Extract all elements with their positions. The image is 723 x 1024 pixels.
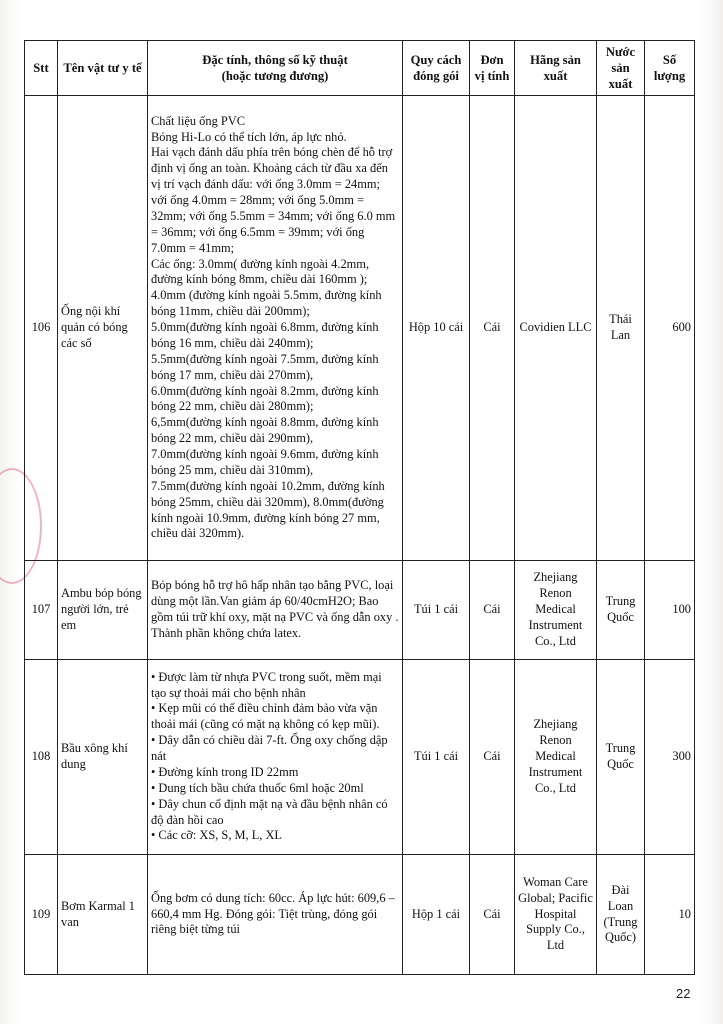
row-pack: Túi 1 cái	[403, 561, 470, 660]
header-pack	[403, 41, 470, 96]
spec-line: • Dây dẫn có chiều dài 7-ft. Ống oxy chống dập nát	[151, 733, 388, 764]
spec-line: 6.0mm(đường kính ngoài 8.2mm, đường kính bóng 22 mm, chiều dài 280mm);	[151, 383, 379, 414]
spec-line: Hai vạch đánh dấu phía trên bóng chèn để hỗ trợ định vị ống an toàn. Khoảng cách từ đầu xa đến vị trí vạch đánh dấu: với ống 3.0mm = 24mm; với ống 4.0mm = 28mm; với ống 5.0mm = 32mm; với ống 5.5mm = 34mm; với ống 6.0 mm = 36mm; với ống 6.5mm = 39mm; với ống 7.0mm = 41mm;	[151, 145, 396, 255]
row-maker: Zhejiang Renon Medical Instrument Co., Ltd	[515, 660, 597, 855]
row-origin: Trung Quốc	[597, 660, 645, 855]
row-unit: Cái	[470, 96, 515, 561]
spec-line: 7.5mm(đường kính ngoài 10.2mm, đường kính bóng 25mm, chiều dài 320mm), 8.0mm(đường kính ngoài 10.9mm, đường kính bóng 27 mm, chiều dài 320mm).	[151, 478, 385, 541]
row-name: Bơm Karmal 1 van	[58, 855, 148, 975]
table-row	[25, 855, 695, 975]
row-unit: Cái	[470, 855, 515, 975]
row-stt: 106	[25, 96, 58, 561]
spec-line: • Các cỡ: XS, S, M, L, XL	[151, 828, 283, 843]
row-pack: Túi 1 cái	[403, 660, 470, 855]
header-pack-line2: đóng gói	[413, 69, 459, 83]
spec-line: 6,5mm(đường kính ngoài 8.8mm, đường kính bóng 22 mm, chiều dài 290mm),	[151, 415, 379, 446]
row-qty: 300	[645, 660, 695, 855]
header-origin	[597, 41, 645, 96]
header-unit-line1: Đơn	[480, 52, 504, 67]
spec-line: Bóng Hi-Lo có thể tích lớn, áp lực nhỏ.	[151, 129, 347, 144]
row-spec	[148, 561, 403, 660]
header-maker-line2: xuất	[543, 69, 568, 83]
header-qty: Số lượng	[645, 41, 695, 96]
table-row	[25, 96, 695, 561]
spec-line: Các ống: 3.0mm( đường kính ngoài 4.2mm, đường kính bóng 8mm, chiều dài 160mm );	[151, 256, 370, 287]
row-pack: Hộp 1 cái	[403, 855, 470, 975]
row-name: Bầu xông khí dung	[58, 660, 148, 855]
table-row	[25, 561, 695, 660]
row-spec	[148, 96, 403, 561]
row-qty: 10	[645, 855, 695, 975]
table-row	[25, 660, 695, 855]
row-maker: Covidien LLC	[515, 96, 597, 561]
row-origin: Đài Loan (Trung Quốc)	[597, 855, 645, 975]
medical-supplies-table	[24, 40, 695, 975]
spec-line: • Được làm từ nhựa PVC trong suốt, mềm mại tạo sự thoải mái cho bệnh nhân	[151, 669, 382, 700]
spec-line: • Dung tích bầu chứa thuốc 6ml hoặc 20ml	[151, 780, 364, 795]
spec-line: Ống bơm có dung tích: 60cc. Áp lực hút: 609,6 – 660,4 mm Hg. Đóng gói: Tiệt trùng, đóng gói riêng biệt từng túi	[151, 890, 395, 937]
row-stt: 108	[25, 660, 58, 855]
spec-line: Chất liệu ống PVC	[151, 113, 245, 128]
spec-line: 4.0mm (đường kính ngoài 5.5mm, đường kính bóng 11mm, chiều dài 200mm);	[151, 288, 382, 319]
row-stt: 107	[25, 561, 58, 660]
header-unit	[470, 41, 515, 96]
row-maker: Woman Care Global; Pacific Hospital Supply Co., Ltd	[515, 855, 597, 975]
row-stt: 109	[25, 855, 58, 975]
row-unit: Cái	[470, 561, 515, 660]
table-header-row	[25, 41, 695, 96]
row-origin: Trung Quốc	[597, 561, 645, 660]
header-origin-line2: sản	[611, 60, 630, 75]
row-origin: Thái Lan	[597, 96, 645, 561]
row-spec	[148, 855, 403, 975]
row-name: Ống nội khí quản có bóng các số	[58, 96, 148, 561]
header-maker-line1: Hãng sản	[530, 52, 581, 67]
spec-line: • Kẹp mũi có thể điều chỉnh đảm bảo vừa vặn thoải mái (cũng có mặt nạ không có kẹp mũi).	[151, 701, 380, 732]
header-origin-line1: Nước	[605, 44, 636, 59]
row-qty: 100	[645, 561, 695, 660]
row-name: Ambu bóp bóng người lớn, trẻ em	[58, 561, 148, 660]
spec-line: 7.0mm(đường kính ngoài 9.6mm, đường kính bóng 25 mm, chiều dài 310mm),	[151, 447, 379, 477]
header-pack-line1: Quy cách	[410, 52, 462, 67]
header-stt: Stt	[25, 41, 58, 96]
header-spec-line1: Đặc tính, thông số kỹ thuật	[202, 52, 348, 67]
header-spec	[148, 41, 403, 96]
spec-line: 5.5mm(đường kính ngoài 7.5mm, đường kính bóng 17 mm, chiều dài 270mm),	[151, 351, 379, 382]
page-number: 22	[676, 986, 691, 1001]
spec-line: 5.0mm(đường kính ngoài 6.8mm, đường kính bóng 16 mm, chiều dài 240mm);	[151, 320, 379, 350]
spec-line: Bóp bóng hỗ trợ hô hấp nhân tạo bằng PVC, loại dùng một lần.Van giảm áp 60/40cmH2O; Bao gồm túi trữ khí oxy, mặt nạ PVC và ống dẫn oxy . Thành phần không chứa latex.	[151, 578, 399, 640]
header-spec-line2: (hoặc tương đương)	[221, 69, 329, 83]
row-qty: 600	[645, 96, 695, 561]
header-origin-line3: xuất	[608, 77, 633, 92]
header-maker	[515, 41, 597, 96]
spec-line: • Dây chun cố định mặt nạ và đầu bệnh nhân có độ đàn hồi cao	[151, 796, 388, 827]
row-pack: Hộp 10 cái	[403, 96, 470, 561]
row-spec	[148, 660, 403, 855]
spec-line: • Đường kính trong ID 22mm	[151, 764, 299, 779]
row-unit: Cái	[470, 660, 515, 855]
header-name: Tên vật tư y tế	[58, 41, 148, 96]
header-unit-line2: vị tính	[474, 69, 510, 83]
row-maker: Zhejiang Renon Medical Instrument Co., Ltd	[515, 561, 597, 660]
